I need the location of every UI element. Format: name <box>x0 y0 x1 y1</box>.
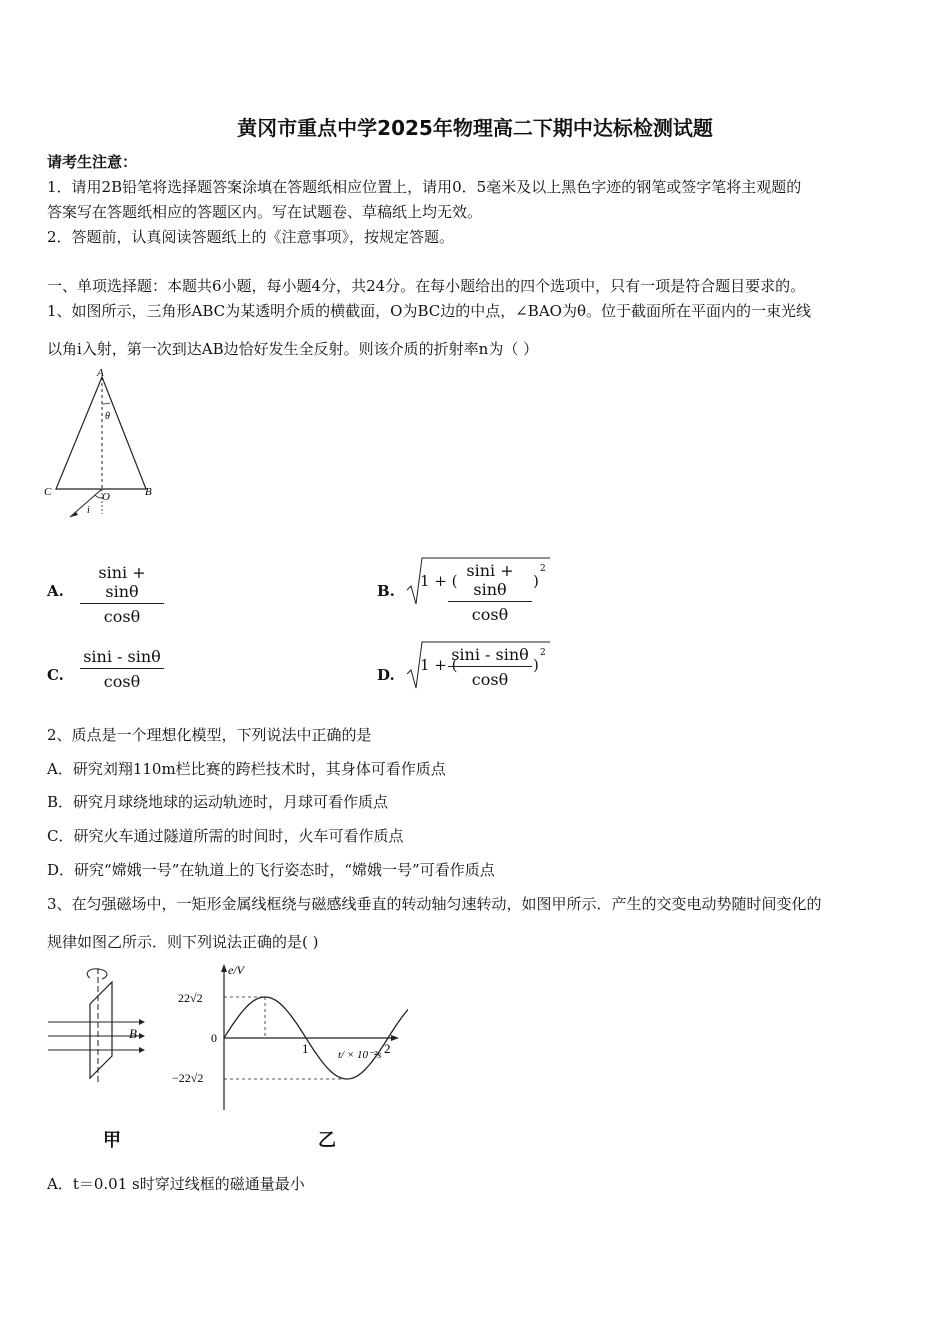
notice-line-2: 答案写在答题纸相应的答题区内。写在试题卷、草稿纸上均无效。 <box>47 203 483 221</box>
q3-stem-line-1: 3、在匀强磁场中，一矩形金属线框绕与磁感线垂直的转动轴匀速转动，如图甲所示．产生的交变电动势随时间变化的 <box>47 895 822 913</box>
y-tick-top: 22√2 <box>178 991 203 1005</box>
y-tick-bottom: −22√2 <box>172 1071 204 1085</box>
notice-line-1: 1．请用2B铅笔将选择题答案涂填在答题纸相应位置上，请用0．5毫米及以上黑色字迹的钢笔或签字笔将主观题的 <box>47 178 802 196</box>
q1-option-c-numerator: sini - sinθ <box>80 647 164 669</box>
q3-option-a[interactable]: A．t＝0.01 s时穿过线框的磁通量最小 <box>47 1175 305 1193</box>
notice-heading: 请考生注意： <box>47 153 138 171</box>
rotation-arrow <box>87 969 107 979</box>
arrow-3 <box>139 1047 145 1053</box>
q1-option-b-fraction <box>448 561 532 624</box>
triangle-abc <box>56 377 146 489</box>
q1-option-a-fraction <box>80 563 164 626</box>
y-axis-arrow <box>221 964 227 972</box>
q1-stem-line-2: 以角i入射，第一次到达AB边恰好发生全反射。则该介质的折射率n为（ ） <box>47 340 539 358</box>
q2-option-d[interactable]: D．研究“嫦娥一号”在轨道上的飞行姿态时，“嫦娥一号”可看作质点 <box>47 861 495 879</box>
x-tick-1: 1 <box>302 1041 309 1056</box>
page-title: 黄冈市重点中学2025年物理高二下期中达标检测试题 <box>237 116 713 140</box>
x-tick-2: 2 <box>384 1041 391 1056</box>
q1-option-d-close: ) <box>533 656 539 674</box>
q2-option-b[interactable]: B．研究月球绕地球的运动轨迹时，月球可看作质点 <box>47 793 389 811</box>
q1-option-a-numerator: sini + sinθ <box>80 563 164 604</box>
q1-option-d-denominator: cosθ <box>471 670 509 689</box>
origin-label: 0 <box>211 1031 217 1045</box>
caption-yi: 乙 <box>318 1130 336 1151</box>
q1-option-c-denominator: cosθ <box>103 672 141 691</box>
theta-arc <box>102 403 110 404</box>
coil-frame <box>90 982 112 1078</box>
x-axis-label: t/ × 10⁻²s <box>338 1049 382 1061</box>
arrow-1 <box>139 1019 145 1025</box>
q1-option-b-close: ) <box>533 572 539 590</box>
q1-option-d-numerator: sini - sinθ <box>448 645 532 667</box>
q1-option-a-letter[interactable]: A. <box>47 582 64 600</box>
label-i: i <box>87 505 90 516</box>
q1-option-d-exponent: 2 <box>540 648 546 658</box>
q2-option-a[interactable]: A．研究刘翔110m栏比赛的跨栏技术时，其身体可看作质点 <box>47 760 446 778</box>
q1-option-b-denominator: cosθ <box>471 605 509 624</box>
label-a: A <box>97 367 104 379</box>
label-b: B <box>145 486 152 498</box>
q1-option-b-exponent: 2 <box>540 564 546 574</box>
notice-line-3: 2．答题前，认真阅读答题纸上的《注意事项》，按规定答题。 <box>47 228 455 246</box>
section-1-heading: 一、单项选择题：本题共6小题，每小题4分，共24分。在每小题给出的四个选项中，只有一项是符合题目要求的。 <box>47 277 806 295</box>
q3-stem-line-2: 规律如图乙所示．则下列说法正确的是( ) <box>47 933 319 951</box>
q1-option-b-numerator: sini + sinθ <box>448 561 532 602</box>
q1-option-d-prefix: 1 + ( <box>420 656 458 674</box>
q1-option-d-letter[interactable]: D. <box>377 666 395 684</box>
label-theta: θ <box>105 411 110 422</box>
caption-jia: 甲 <box>103 1130 121 1151</box>
q1-option-a-denominator: cosθ <box>103 607 141 626</box>
q1-option-d-fraction <box>448 645 532 689</box>
angle-i-arc <box>95 495 102 498</box>
incident-ray <box>70 489 102 517</box>
q1-option-b-letter[interactable]: B. <box>377 582 395 600</box>
x-axis-arrow <box>391 1035 399 1041</box>
q2-option-c[interactable]: C．研究火车通过隧道所需的时间时，火车可看作质点 <box>47 827 404 845</box>
figure-jia <box>44 964 154 1086</box>
q1-option-b-prefix: 1 + ( <box>420 572 458 590</box>
q1-option-c-letter[interactable]: C. <box>47 666 64 684</box>
figure-yi-chart <box>168 962 408 1112</box>
label-b-field: B <box>129 1026 137 1041</box>
label-o: O <box>102 491 110 503</box>
y-axis-label: e/V <box>228 963 244 977</box>
q1-stem-line-1: 1、如图所示，三角形ABC为某透明介质的横截面，O为BC边的中点，∠BAO为θ。位于截面所在平面内的一束光线 <box>47 302 811 320</box>
q1-option-c-fraction <box>80 647 164 691</box>
q2-stem: 2、质点是一个理想化模型，下列说法中正确的是 <box>47 726 372 744</box>
q1-triangle-figure <box>40 364 170 524</box>
label-c: C <box>44 486 52 498</box>
arrow-2 <box>139 1033 145 1039</box>
